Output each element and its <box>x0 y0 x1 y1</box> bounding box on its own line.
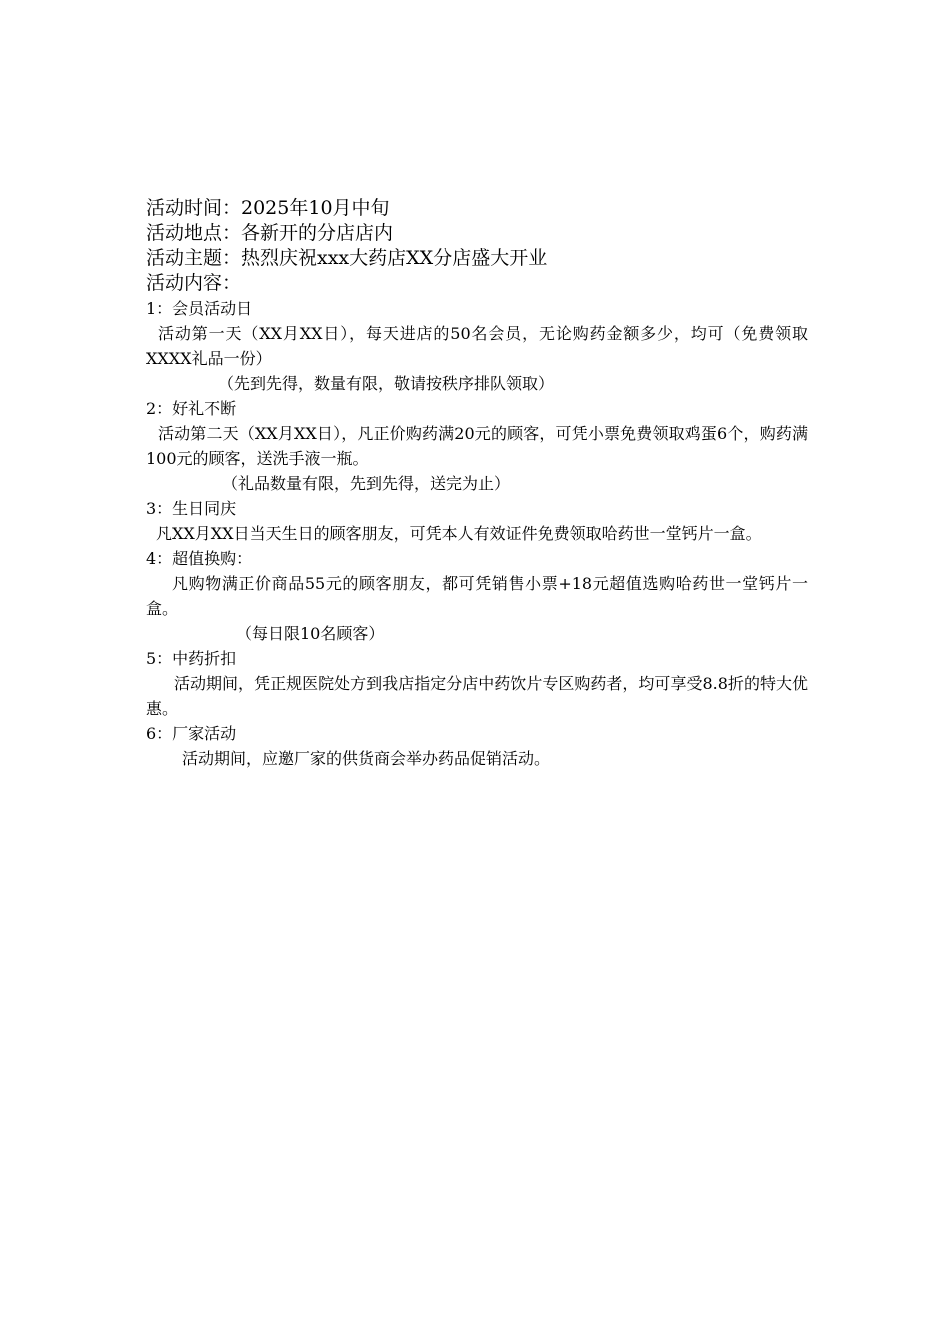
section-title-4: 4：超值换购： <box>146 549 253 568</box>
section-note-4: （每日限10名顾客） <box>236 624 385 643</box>
section-title-5: 5：中药折扣 <box>146 649 237 668</box>
section-note-2: （礼品数量有限，先到先得，送完为止） <box>222 474 511 493</box>
section-body-3: 凡XX月XX日当天生日的顾客朋友，可凭本人有效证件免费领取哈药世一堂钙片一盒。 <box>156 524 762 543</box>
activity-time: 活动时间：2025年10月中旬 <box>146 197 390 219</box>
section-body-6: 活动期间，应邀厂家的供货商会举办药品促销活动。 <box>182 749 551 768</box>
section-title-2: 2：好礼不断 <box>146 399 237 418</box>
activity-content-label: 活动内容： <box>146 272 242 294</box>
section-title-3: 3：生日同庆 <box>146 499 237 518</box>
section-title-6: 6：厂家活动 <box>146 724 237 743</box>
section-body-2: 活动第二天（XX月XX日），凡正价购药满20元的顾客，可凭小票免费领取鸡蛋6个，购药满100元的顾客，送洗手液一瓶。 <box>146 424 808 468</box>
activity-place: 活动地点：各新开的分店店内 <box>146 222 394 244</box>
document-page <box>146 196 808 771</box>
section-note-1: （先到先得，数量有限，敬请按秩序排队领取） <box>218 374 555 393</box>
section-title-1: 1：会员活动日 <box>146 299 253 318</box>
section-body-1: 活动第一天（XX月XX日），每天进店的50名会员，无论购药金额多少，均可（免费领取XXXX礼品一份） <box>146 324 808 368</box>
activity-theme: 活动主题：热烈庆祝xxx大药店XX分店盛大开业 <box>146 247 548 269</box>
section-body-5: 活动期间，凭正规医院处方到我店指定分店中药饮片专区购药者，均可享受8.8折的特大优惠。 <box>146 674 808 718</box>
section-body-4: 凡购物满正价商品55元的顾客朋友，都可凭销售小票+18元超值选购哈药世一堂钙片一盒。 <box>146 574 808 618</box>
